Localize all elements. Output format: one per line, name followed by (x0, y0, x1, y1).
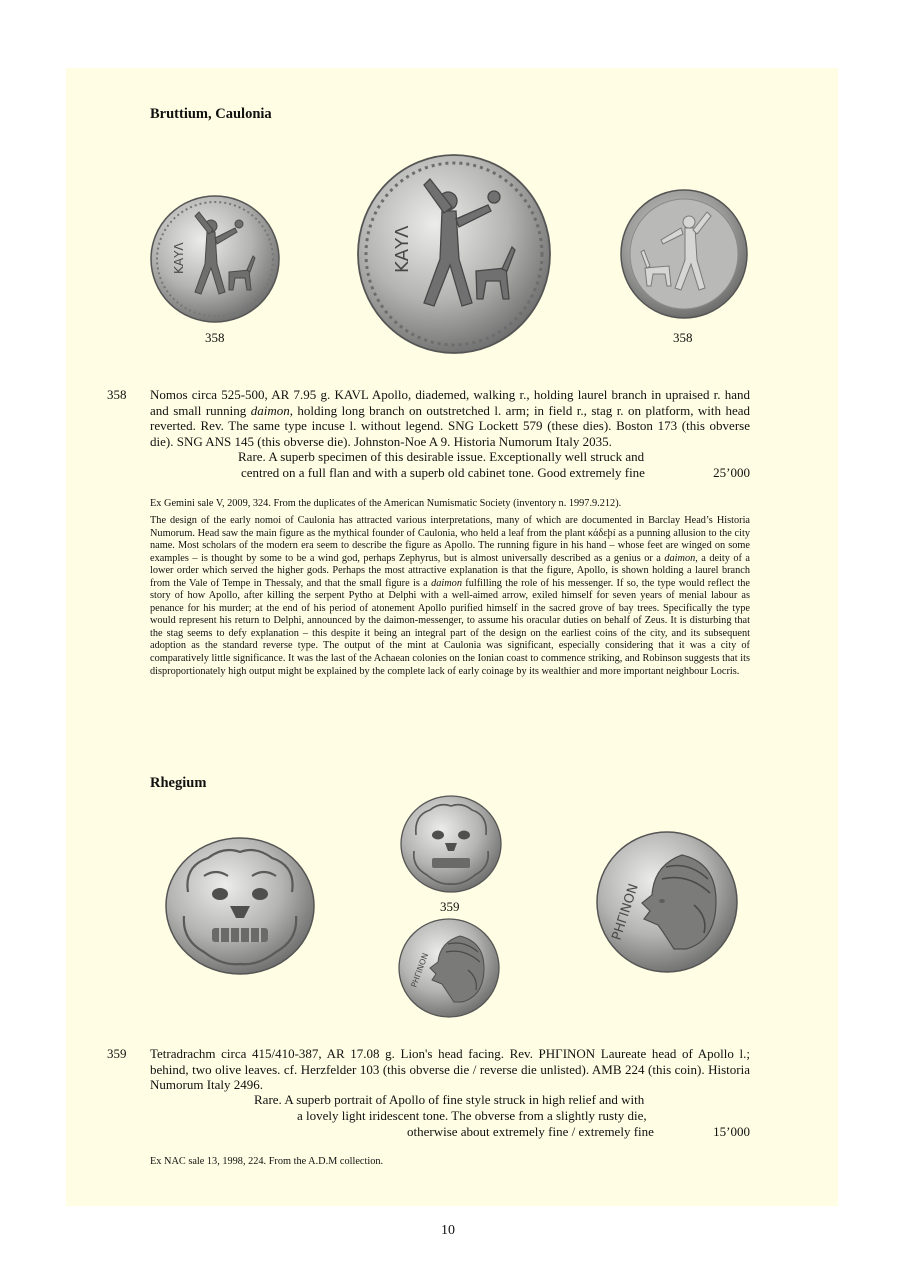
lot-358-remark-line-1: Rare. A superb specimen of this desirable issue. Exceptionally well struck and (238, 449, 645, 464)
coin-359-apollo-reverse-image (398, 918, 500, 1018)
lot-358-essay: The design of the early nomoi of Caulonia has attracted various interpretations, many of which are documented in Barclay Head’s Historia Numorum. Head saw the main figure as the mythical founder of Caulonia, who held a leaf from the plant κάδεþí as a punning allusion to the city name. Most scholars of the modern era seem to describe the figure as Apollo. The running figure in his hand – whose feet are winged on some examples – is thought by some to be a wind god, perhaps Zephyrus, but is almost universally described as a genius or a daimon, a deity of a lower order which served the higher gods. Perhaps the most attractive explanation is that the figure, Apollo, is shown holding a laurel branch from the Vale of Tempe in Thessaly, and that the small figure is a daimon fulfilling the role of his messenger. If so, the type would reflect the story of how Apollo, after killing the serpent Pytho at Delphi with a well-aimed arrow, exiled himself for seven years of menial labour as penance for his murder; at the end of his period of atonement Apollo purified himself in the sacred grove of bay trees. Specifically the type would represent his return to Delphi, announced by the daimon-messenger, to assume his oracular duties on behalf of Zeus. It is disturbing that the stag seems to defy explanation – this despite it being an integral part of the design on the earliest coins of the city, and its subsequent adoption as the standard reverse type. The output of the mint at Caulonia was significant, especially considering that it was a city of comparatively little significance. It was the last of the Achaean colonies on the Ionian coast to commence striking, and Robinson suggests that its disproportionately high output might be explained by the complete lack of early coinage by its wealthier and more important neighbour Locris. (150, 515, 750, 677)
lot-number-359: 359 (107, 1046, 127, 1061)
svg-text:ΡΗΓΙΝΟΝ: ΡΗΓΙΝΟΝ (409, 951, 431, 989)
lot-359-provenance: Ex NAC sale 13, 1998, 224. From the A.D.M collection. (150, 1156, 384, 1167)
lot-number-358: 358 (107, 387, 127, 402)
svg-text:ΡΗΓΙΝΟΝ: ΡΗΓΙΝΟΝ (609, 882, 642, 943)
svg-text:ΚΑΥΛ: ΚΑΥΛ (392, 225, 413, 273)
section-heading-caulonia: Bruttium, Caulonia (150, 106, 272, 122)
section-heading-rhegium: Rhegium (150, 775, 207, 791)
lot-359-remark-line-3: otherwise about extremely fine / extremely fine (407, 1124, 654, 1139)
lot-359-price: 15’000 (713, 1124, 750, 1139)
coin-359-lion-enlarged-image (164, 836, 316, 976)
lot-358-remark-line-2: centred on a full flan and with a superb old cabinet tone. Good extremely fine (241, 465, 645, 480)
coin-359-apollo-enlarged-image (596, 831, 738, 973)
lot-358-provenance: Ex Gemini sale V, 2009, 324. From the duplicates of the American Numismatic Society (inventory n. 1997.9.212). (150, 498, 622, 509)
coin-358-enlarged-image (356, 153, 552, 355)
lot-359-description: Tetradrachm circa 415/410-387, AR 17.08 g. Lion's head facing. Rev. ΡΗΓΙΝΟΝ Laureate head of Apollo l.; behind, two olive leaves. cf. Herzfelder 103 (this obverse die / reverse die unlisted). AMB 224 (this coin). Historia Numorum Italy 2496. (150, 1046, 750, 1093)
page-number: 10 (441, 1223, 455, 1238)
svg-text:ΚΑΥΛ: ΚΑΥΛ (172, 242, 186, 274)
lot-359-remark-line-1: Rare. A superb portrait of Apollo of fine style struck in high relief and with (254, 1092, 645, 1107)
coin-caption-left: 358 (205, 330, 225, 345)
coin-359-lion-obverse-image (400, 795, 502, 893)
coin-caption-right: 358 (673, 330, 693, 345)
coin-358-obverse-image (149, 194, 281, 324)
lot-359-remark-line-2: a lovely light iridescent tone. The obverse from a slightly rusty die, (297, 1108, 647, 1123)
lot-358-description: Nomos circa 525-500, AR 7.95 g. KAVL Apollo, diademed, walking r., holding laurel branch in upraised r. hand and small running daimon, holding long branch on outstretched l. arm; in field r., stag r. on platform, with head reverted. Rev. The same type incuse l. without legend. SNG Lockett 579 (these dies). Boston 173 (this obverse die). SNG ANS 145 (this obverse die). Johnston-Noe A 9. Historia Numorum Italy 2035. (150, 387, 750, 449)
coin-caption-359: 359 (440, 899, 460, 914)
lot-358-price: 25’000 (713, 465, 750, 480)
coin-358-reverse-image (619, 188, 749, 320)
